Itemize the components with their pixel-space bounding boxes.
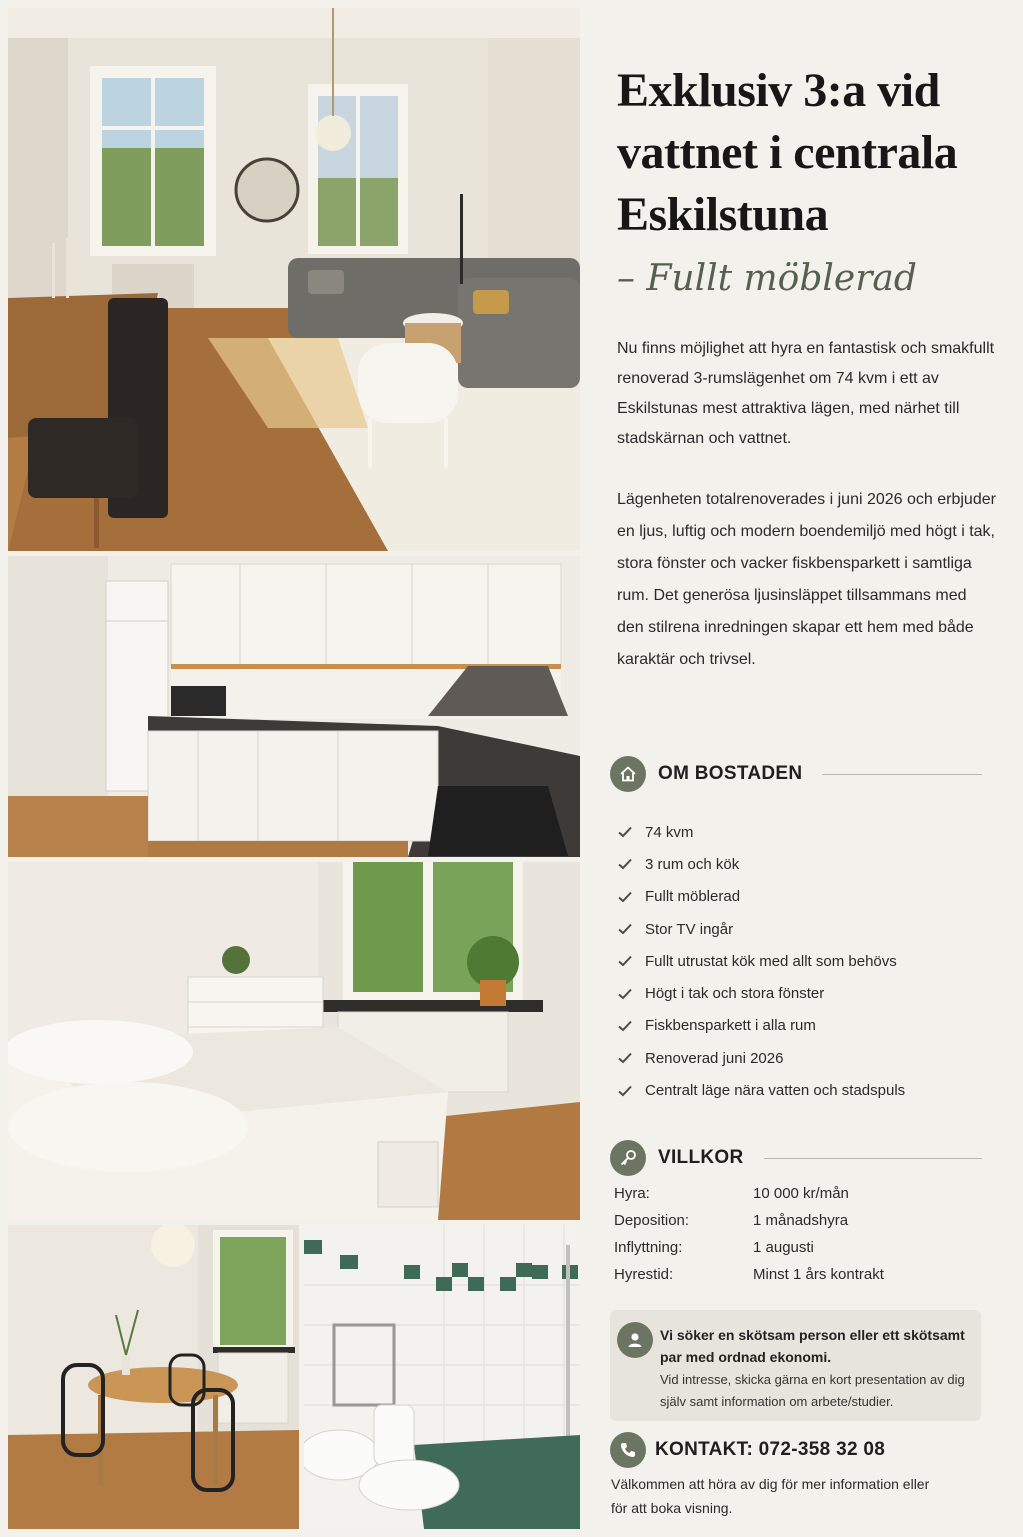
list-item: 74 kvm <box>616 816 905 848</box>
requirements-bold-text: Vi söker en skötsam person eller ett skötsamt par med ordnad ekonomi. <box>660 1327 965 1365</box>
check-icon <box>616 888 634 906</box>
check-icon <box>616 1017 634 1035</box>
list-item: Centralt läge nära vatten och stadspuls <box>616 1074 905 1106</box>
listing-text-column <box>582 8 1015 1529</box>
table-row <box>614 1239 884 1266</box>
bathroom-photo <box>304 1225 580 1529</box>
term-label: Hyra: <box>614 1185 650 1202</box>
list-item: Stor TV ingår <box>616 913 905 945</box>
term-value: Minst 1 års kontrakt <box>753 1266 884 1283</box>
term-label: Deposition: <box>614 1212 690 1229</box>
term-label: Hyrestid: <box>614 1266 674 1283</box>
kitchen-photo <box>8 556 580 857</box>
villkor-title: VILLKOR <box>658 1147 744 1168</box>
table-row <box>614 1185 884 1212</box>
contact-phone[interactable]: KONTAKT: 072-358 32 08 <box>655 1439 886 1460</box>
om-bostaden-title: OM BOSTADEN <box>658 763 803 784</box>
term-value: 10 000 kr/mån <box>753 1185 849 1202</box>
listing-title: Exklusiv 3:a vid vattnet i centrala Eskilstuna <box>617 64 958 241</box>
intro-paragraph: Nu finns möjlighet att hyra en fantastisk och smakfullt renoverad 3-rumslägenhet om 74 kvm i ett av Eskilstunas mest attraktiva lägen, med närhet till stadskärnan och vattnet. <box>617 340 995 447</box>
feature-list <box>616 816 905 1107</box>
contact-note: Välkommen att höra av dig för mer information eller för att boka visning. <box>611 1476 930 1516</box>
section-divider <box>764 1158 983 1159</box>
check-icon <box>616 855 634 873</box>
requirements-text: Vid intresse, skicka gärna en kort presentation av dig själv samt information om arbete/studier. <box>660 1372 965 1409</box>
contact-line[interactable] <box>610 1432 885 1468</box>
table-row <box>614 1266 884 1293</box>
villkor-header <box>610 1138 982 1178</box>
listing-page <box>8 8 1015 1529</box>
key-icon <box>610 1140 646 1176</box>
om-bostaden-header <box>610 754 982 794</box>
check-icon <box>616 920 634 938</box>
term-value: 1 augusti <box>753 1239 814 1256</box>
list-item: 3 rum och kök <box>616 848 905 880</box>
listing-subtitle: – Fullt möblerad <box>617 258 917 299</box>
tenant-requirements-box <box>610 1310 981 1421</box>
check-icon <box>616 1049 634 1067</box>
details-paragraph: Lägenheten totalrenoverades i juni 2026 och erbjuder en ljus, luftig och modern boendemiljö med högt i tak, stora fönster och vacker fiskbensparkett i samtliga rum. Det generösa ljusinsläppet tillsammans med den stilrena inredningen skapar ett hem med både karaktär och trivsel. <box>617 491 996 668</box>
bedroom-photo <box>8 862 580 1220</box>
list-item: Fullt möblerad <box>616 881 905 913</box>
living-room-photo <box>8 8 580 551</box>
check-icon <box>616 823 634 841</box>
check-icon <box>616 952 634 970</box>
list-item: Högt i tak och stora fönster <box>616 977 905 1009</box>
list-item: Fullt utrustat kök med allt som behövs <box>616 945 905 977</box>
list-item: Renoverad juni 2026 <box>616 1042 905 1074</box>
term-value: 1 månadshyra <box>753 1212 849 1229</box>
terms-table <box>614 1185 884 1293</box>
section-divider <box>822 774 982 775</box>
house-icon <box>610 756 646 792</box>
list-item: Fiskbensparkett i alla rum <box>616 1010 905 1042</box>
check-icon <box>616 1082 634 1100</box>
table-row <box>614 1212 884 1239</box>
person-icon <box>617 1322 653 1358</box>
phone-icon <box>610 1432 646 1468</box>
check-icon <box>616 985 634 1003</box>
term-label: Inflyttning: <box>614 1239 683 1256</box>
dining-nook-photo <box>8 1225 299 1529</box>
